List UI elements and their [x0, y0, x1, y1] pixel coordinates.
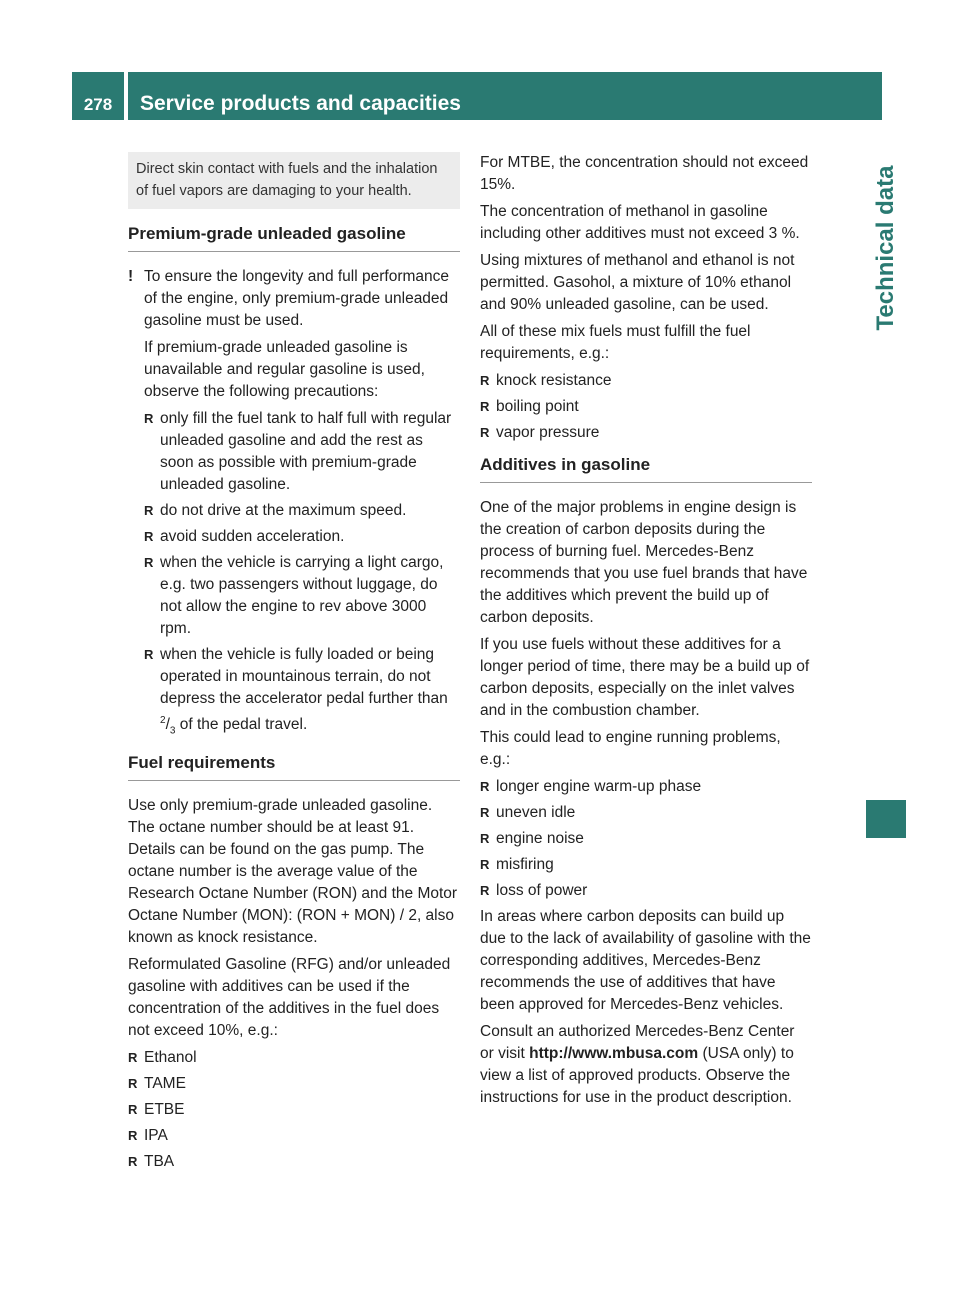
note-text: To ensure the longevity and full performance of the engine, only premium-grade unleaded gasoline must be used. [144, 268, 450, 329]
left-column [128, 152, 460, 1177]
list-item: R IPA [128, 1125, 460, 1147]
bullet-icon: R [480, 373, 490, 388]
side-tab-label: Technical data [872, 165, 899, 331]
fuel-requirements-heading: Fuel requirements [128, 752, 460, 781]
bullet-icon: R [144, 411, 154, 426]
bullet-icon: R [480, 831, 490, 846]
bullet-icon: R [480, 399, 490, 414]
paragraph: For MTBE, the concentration should not exceed 15%. [480, 154, 809, 193]
bullet-icon: R [128, 1076, 138, 1092]
note [128, 266, 460, 332]
premium-heading: Premium-grade unleaded gasoline [128, 223, 460, 252]
side-tab [866, 120, 906, 820]
additives-list [128, 1047, 460, 1173]
note-paragraph: If premium-grade unleaded gasoline is unavailable and regular gasoline is used, observe the following precautions: [144, 339, 425, 400]
paragraph: All of these mix fuels must fulfill the fuel requirements, e.g.: [480, 323, 751, 362]
bullet-icon: R [480, 425, 490, 440]
list-item: R misfiring [480, 854, 812, 876]
fuel-paragraph: Reformulated Gasoline (RFG) and/or unleaded gasoline with additives can be used if the concentration of the additives in the fuel does not exceed 10%, e.g.: [128, 956, 451, 1040]
bullet-icon: R [128, 1154, 138, 1170]
list-item: R ETBE [128, 1099, 460, 1121]
page-number: 278 [83, 95, 113, 114]
mbusa-link[interactable]: http://www.mbusa.com [529, 1045, 699, 1062]
list-item: R when the vehicle is carrying a light cargo, e.g. two passengers without luggage, do not allow the engine to rev above 3000 rpm. [144, 554, 444, 637]
paragraph: In areas where carbon deposits can build up due to the lack of availability of gasoline with the corresponding additives, Mercedes-Benz recommends the use of additives that have been approved for Mercedes-Benz vehicles. [480, 908, 811, 1013]
list-item: R uneven idle [480, 802, 812, 824]
page-title: Service products and capacities [140, 92, 461, 115]
right-column [480, 152, 812, 1114]
precautions-list [128, 408, 460, 640]
bullet-icon: R [144, 529, 154, 544]
list-item: R knock resistance [480, 370, 812, 392]
paragraph: One of the major problems in engine design is the creation of carbon deposits during the process of burning fuel. Mercedes-Benz recommends that you use fuel brands that have the additives which prevent the build up of carbon deposits. [480, 499, 808, 626]
paragraph: Using mixtures of methanol and ethanol is not permitted. Gasohol, a mixture of 10% ethanol and 90% unleaded gasoline, can be used. [480, 252, 795, 313]
list-item: R when the vehicle is fully loaded or being operated in mountainous terrain, do not depress the accelerator pedal further than $^2/_3$ of the pedal travel. [144, 646, 448, 737]
bullet-icon: R [144, 647, 154, 662]
additives-heading: Additives in gasoline [480, 454, 812, 483]
bullet-icon: R [144, 503, 154, 518]
list-item: R do not drive at the maximum speed. [144, 500, 460, 522]
bullet-icon: R [480, 805, 490, 820]
fuel-requirements-list [480, 370, 812, 444]
bullet-icon: R [480, 779, 490, 794]
paragraph: The concentration of methanol in gasoline including other additives must not exceed 3 %. [480, 203, 800, 242]
paragraph: If you use fuels without these additives for a longer period of time, there may be a build up of carbon deposits, especially on the inlet valves and in the combustion chamber. [480, 636, 810, 719]
paragraph: This could lead to engine running problems, e.g.: [480, 729, 781, 768]
list-item: R only fill the fuel tank to half full with regular unleaded gasoline and add the rest as soon as possible with premium-grade unleaded gasoline. [144, 410, 452, 493]
list-item: R vapor pressure [480, 422, 812, 444]
list-item: R longer engine warm-up phase [480, 776, 812, 798]
exclamation-icon: ! [128, 268, 134, 285]
side-tab-marker [866, 800, 906, 838]
paragraph: Consult an authorized Mercedes-Benz Center or visit http://www.mbusa.com (USA only) to view a list of approved products. Observe the instructions for use in the product description. [480, 1023, 795, 1106]
problems-list [480, 776, 812, 902]
bullet-icon: R [128, 1102, 138, 1118]
list-item: R loss of power [480, 880, 812, 902]
list-item: R boiling point [480, 396, 812, 418]
list-item: R TBA [128, 1151, 460, 1173]
header-divider [124, 72, 128, 120]
list-item: R TAME [128, 1073, 460, 1095]
bullet-icon: R [128, 1128, 138, 1144]
bullet-icon: R [480, 883, 490, 898]
bullet-icon: R [144, 555, 154, 570]
warning-box: Direct skin contact with fuels and the inhalation of fuel vapors are damaging to your health. [128, 152, 460, 209]
list-item: R avoid sudden acceleration. [144, 526, 460, 548]
list-item: R engine noise [480, 828, 812, 850]
bullet-icon: R [480, 857, 490, 872]
list-item: R Ethanol [128, 1047, 460, 1069]
fuel-paragraph: Use only premium-grade unleaded gasoline. The octane number should be at least 91. Details can be found on the gas pump. The octane number is the average value of the Research Octane Number (RON) and the Motor Octane Number (MON): (RON + MON) / 2, also known as knock resistance. [128, 797, 458, 947]
bullet-icon: R [128, 1050, 138, 1066]
